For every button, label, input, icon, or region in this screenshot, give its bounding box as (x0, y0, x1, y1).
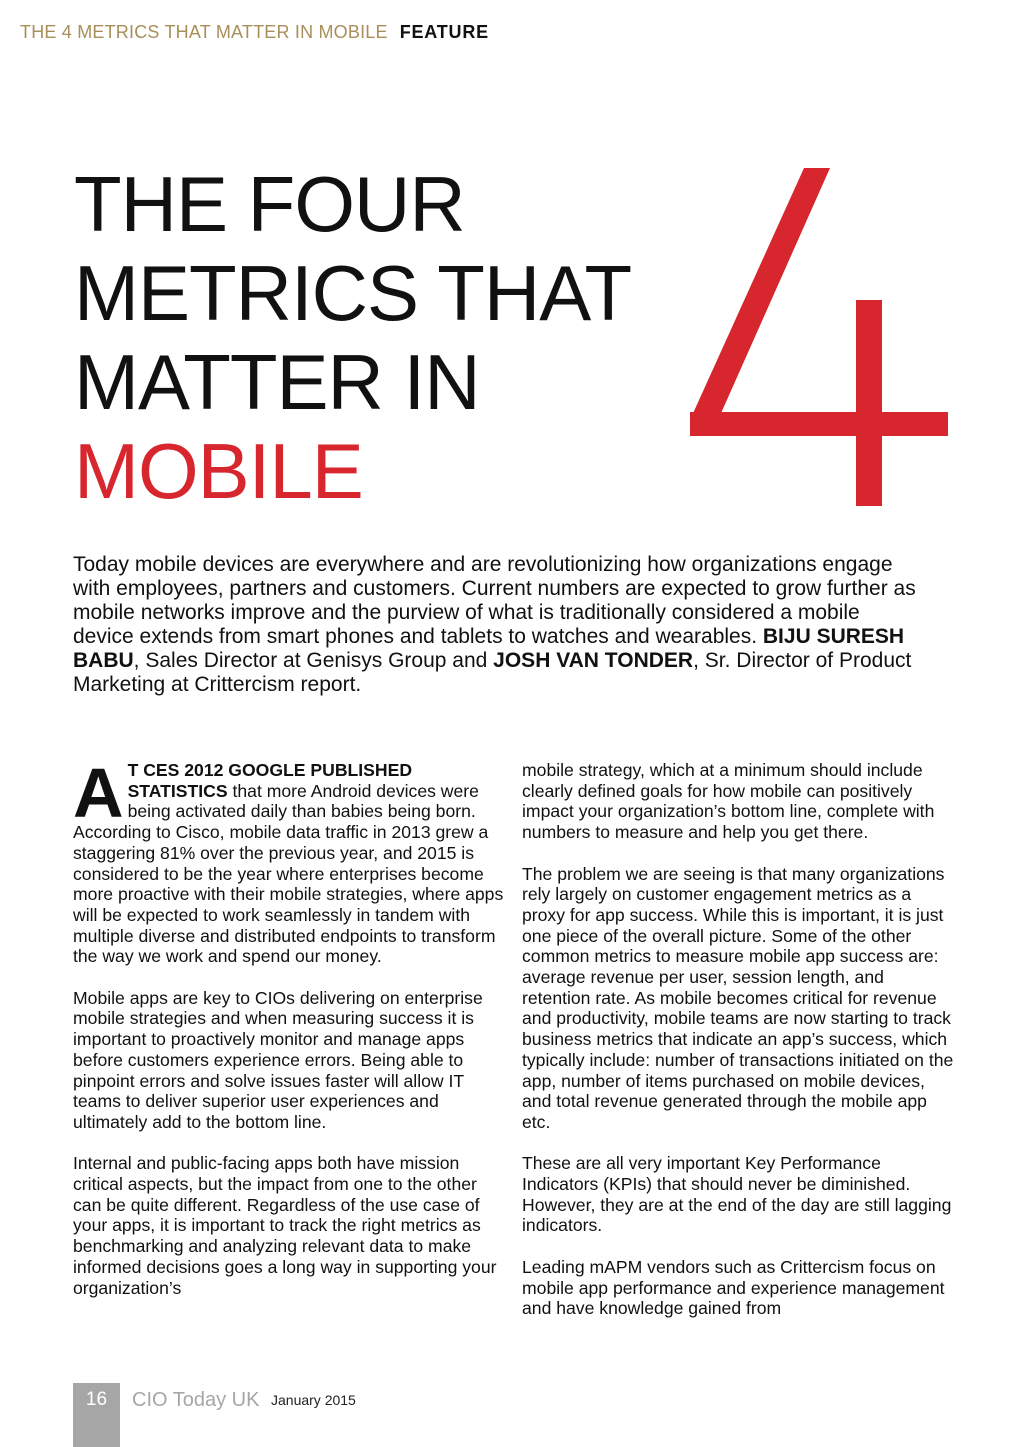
body-paragraph-1-text: that more Android devices were being activated daily than babies being born. According to Cisco, mobile data traffic in 2013 grew a staggering 81% over the previous year, and 2015 is considered to be the year where enterprises become more proactive with their mobile strategies, where apps will be expected to work seamlessly in tandem with multiple diverse and distributed endpoints to transform the way we work and spend our money. (73, 780, 504, 967)
author-name-1: BIJU SURESH BABU (73, 625, 905, 672)
body-paragraph-5: The problem we are seeing is that many organizations rely largely on customer engagement metrics as a proxy for app success. While this is important, it is just one piece of the overall picture. Some of the other common metrics to measure mobile app success are: average revenue per user, session length, and retention rate. As mobile becomes critical for revenue and productivity, mobile teams are now starting to track business metrics that indicate an app’s success, which typically include: number of transactions initiated on the app, number of items purchased on mobile devices, and total revenue generated through the mobile app etc. (522, 863, 954, 1132)
standfirst (73, 553, 923, 697)
lead-in-caps: T CES 2012 GOOGLE PUBLISHED STATISTICS (127, 760, 413, 801)
issue-date: January 2015 (271, 1392, 356, 1408)
standfirst-intro: Today mobile devices are everywhere and are revolutionizing how organizations engage with employees, partners and customers. Current numbers are expected to grow further as mobile networks improve and the purview of what is traditionally considered a mobile device extends from smart phones and tablets to watches and wearables. (73, 553, 916, 648)
headline-line-3: MATTER IN (74, 338, 480, 426)
running-head-section: FEATURE (399, 22, 489, 42)
drop-cap: A (73, 754, 124, 832)
author-role-2: , Sr. Director of Product Marketing at Crittercism report. (73, 649, 912, 696)
author-role-1: , Sales Director at Genisys Group and (133, 649, 494, 672)
page-number: 16 (85, 1389, 108, 1410)
body-paragraph-3: Internal and public-facing apps both have mission critical aspects, but the impact from one to the other can be quite different. Regardless of the use case of your apps, it is important to track the right metrics as benchmarking and analyzing relevant data to make informed decisions goes a long way in supporting your organization’s (73, 1153, 497, 1298)
running-head (20, 22, 489, 43)
headline-line-1: THE FOUR (74, 160, 465, 248)
body-paragraph-2: Mobile apps are key to CIOs delivering on enterprise mobile strategies and when measuring success it is important to proactively monitor and manage apps before customers experience errors. Being able to pinpoint errors and solve issues faster will allow IT teams to deliver superior user experiences and ultimately add to the bottom line. (73, 987, 483, 1132)
running-head-title: THE 4 METRICS THAT MATTER IN MOBILE (20, 22, 388, 42)
body-paragraph-1 (73, 754, 505, 967)
author-name-2: JOSH VAN TONDER (493, 649, 694, 672)
body-paragraph-7: Leading mAPM vendors such as Crittercism focus on mobile app performance and experience management and have knowledge gained from (522, 1256, 945, 1319)
big-numeral-four (684, 168, 954, 510)
body-paragraph-6: These are all very important Key Performance Indicators (KPIs) that should never be diminished. However, they are at the end of the day are still lagging indicators. (522, 1153, 952, 1236)
article-headline (74, 160, 631, 516)
body-column-right (522, 760, 954, 1340)
headline-line-4: MOBILE (74, 427, 363, 515)
body-column-left (73, 754, 505, 1319)
numeral-four-glyph (690, 168, 948, 506)
publication-name: CIO Today UK (132, 1389, 260, 1411)
body-paragraph-4: mobile strategy, which at a minimum should include clearly defined goals for how mobile can positively impact your organization’s bottom line, complete with numbers to measure and help you get there. (522, 760, 935, 843)
headline-line-2: METRICS THAT (74, 249, 632, 337)
